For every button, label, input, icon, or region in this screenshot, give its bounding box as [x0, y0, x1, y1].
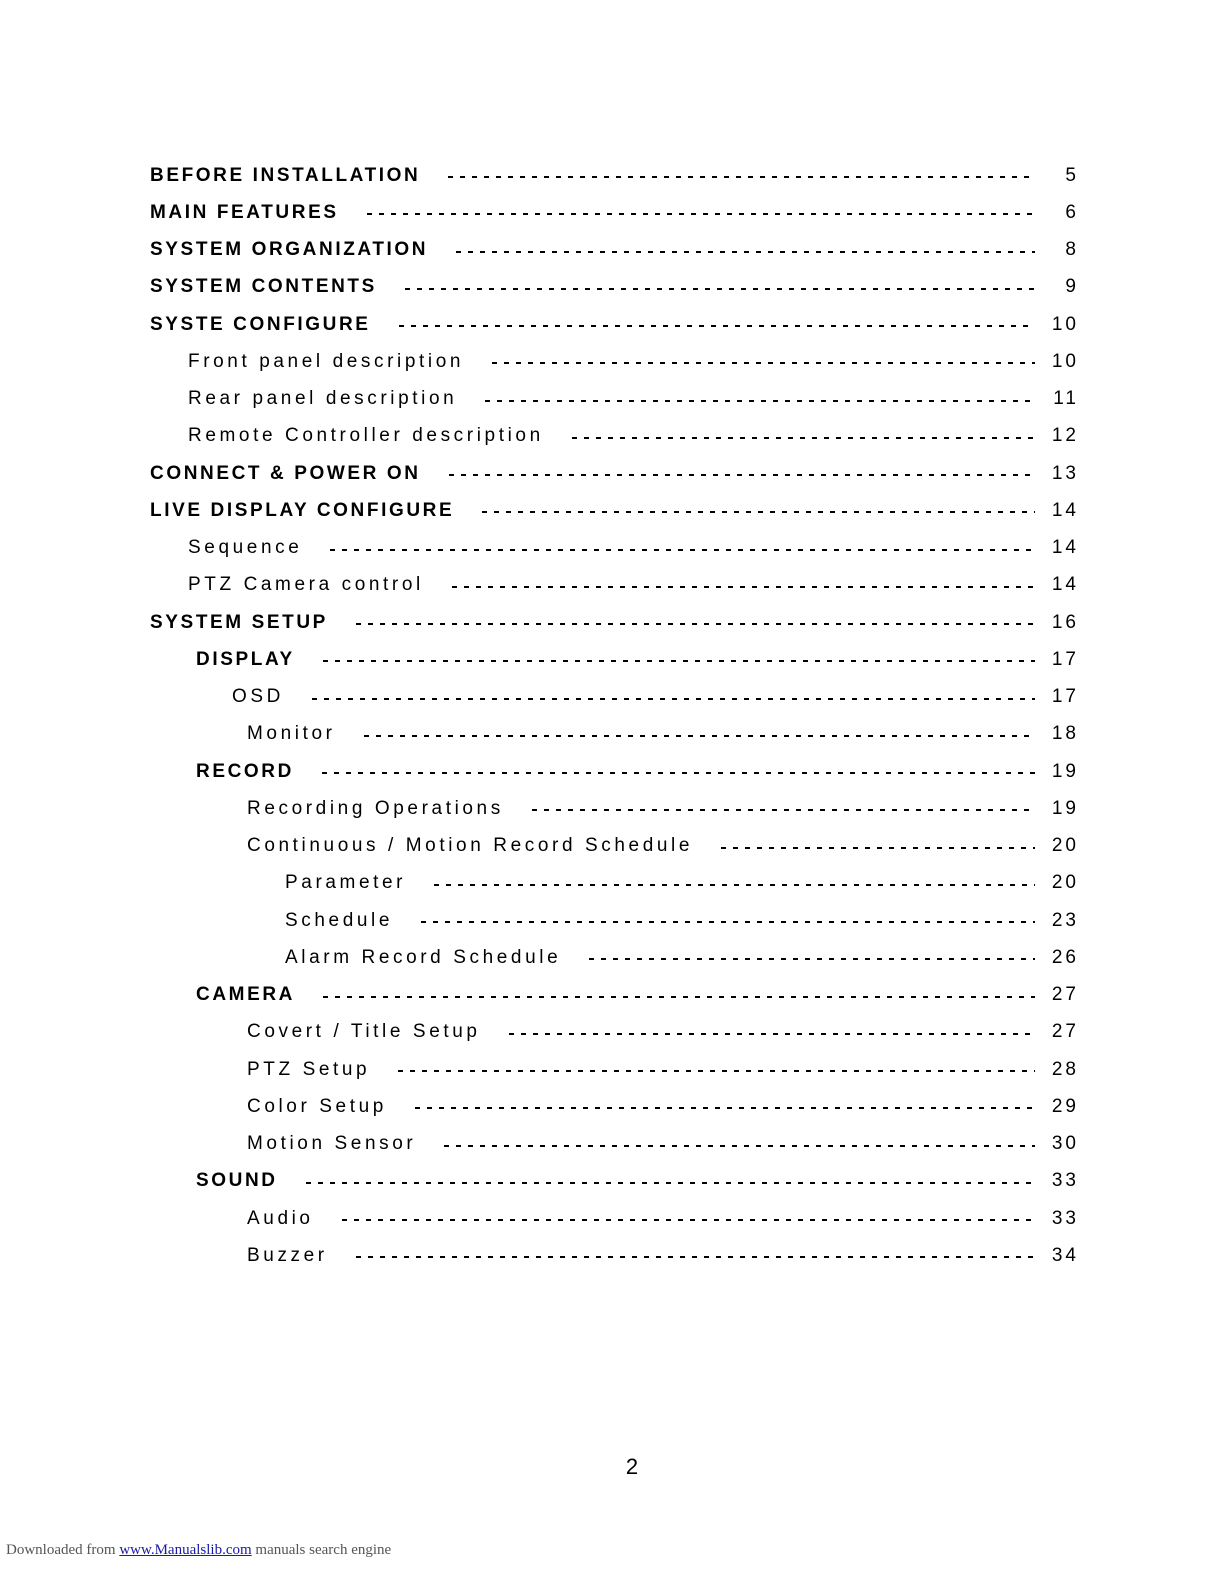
- toc-dot-leader: [399, 325, 1035, 327]
- toc-entry-page: 20: [1051, 872, 1079, 894]
- toc-entry[interactable]: [150, 977, 1079, 1014]
- toc-entry-label: MAIN FEATURES: [150, 201, 339, 223]
- toc-entry-page: 26: [1051, 946, 1079, 968]
- toc-dot-leader: [323, 996, 1035, 998]
- toc-dot-leader: [330, 549, 1035, 551]
- toc-entry-page: 18: [1051, 723, 1079, 745]
- toc-entry-label: RECORD: [196, 760, 294, 782]
- toc-entry-label: Audio: [247, 1207, 314, 1229]
- toc-dot-leader: [532, 809, 1035, 811]
- toc-dot-leader: [589, 958, 1035, 960]
- toc-entry-page: 12: [1051, 425, 1079, 447]
- toc-entry[interactable]: [150, 232, 1079, 269]
- toc-entry[interactable]: [150, 716, 1079, 753]
- toc-entry[interactable]: [150, 1051, 1079, 1088]
- toc-entry-page: 10: [1051, 313, 1079, 335]
- toc-entry-label: Rear panel description: [188, 388, 458, 410]
- toc-entry[interactable]: [150, 306, 1079, 343]
- toc-dot-leader: [312, 698, 1035, 700]
- table-of-contents: [150, 157, 1079, 1275]
- toc-entry[interactable]: [150, 1163, 1079, 1200]
- toc-entry-page: 27: [1051, 1021, 1079, 1043]
- toc-entry-label: Continuous / Motion Record Schedule: [247, 835, 694, 857]
- toc-entry-page: 9: [1065, 276, 1079, 298]
- toc-dot-leader: [306, 1182, 1035, 1184]
- toc-entry-page: 14: [1051, 499, 1079, 521]
- toc-dot-leader: [405, 288, 1035, 290]
- toc-dot-leader: [509, 1033, 1035, 1035]
- toc-entry-page: 17: [1051, 686, 1079, 708]
- toc-entry[interactable]: [150, 269, 1079, 306]
- toc-entry[interactable]: [150, 1088, 1079, 1125]
- toc-entry[interactable]: [150, 381, 1079, 418]
- toc-entry[interactable]: [150, 902, 1079, 939]
- toc-dot-leader: [452, 586, 1035, 588]
- toc-entry[interactable]: [150, 194, 1079, 231]
- toc-entry[interactable]: [150, 1014, 1079, 1051]
- toc-dot-leader: [323, 660, 1035, 662]
- toc-entry[interactable]: [150, 641, 1079, 678]
- toc-dot-leader: [482, 511, 1035, 513]
- toc-entry-page: 30: [1051, 1133, 1079, 1155]
- toc-entry-label: SYSTE CONFIGURE: [150, 313, 371, 335]
- toc-entry-page: 28: [1051, 1058, 1079, 1080]
- toc-entry-label: CAMERA: [196, 984, 295, 1006]
- toc-dot-leader: [356, 623, 1035, 625]
- toc-entry[interactable]: [150, 1200, 1079, 1237]
- toc-entry-page: 33: [1051, 1207, 1079, 1229]
- toc-entry[interactable]: [150, 753, 1079, 790]
- toc-entry-page: 10: [1051, 350, 1079, 372]
- toc-entry[interactable]: [150, 828, 1079, 865]
- footer-prefix: Downloaded from: [6, 1542, 116, 1558]
- toc-dot-leader: [456, 251, 1035, 253]
- toc-dot-leader: [415, 1107, 1035, 1109]
- toc-entry-label: OSD: [232, 686, 284, 708]
- page-number: 2: [625, 1454, 639, 1479]
- toc-entry-page: 20: [1051, 835, 1079, 857]
- toc-entry-page: 17: [1051, 648, 1079, 670]
- toc-entry-page: 8: [1065, 239, 1079, 261]
- toc-dot-leader: [449, 474, 1035, 476]
- toc-entry-page: 14: [1051, 537, 1079, 559]
- toc-entry[interactable]: [150, 157, 1079, 194]
- toc-entry[interactable]: [150, 1237, 1079, 1274]
- toc-dot-leader: [342, 1219, 1035, 1221]
- toc-entry-label: PTZ Setup: [247, 1058, 371, 1080]
- toc-entry-label: Front panel description: [188, 350, 465, 372]
- toc-entry[interactable]: [150, 865, 1079, 902]
- toc-entry[interactable]: [150, 567, 1079, 604]
- toc-entry-label: SOUND: [196, 1170, 278, 1192]
- toc-entry-page: 19: [1051, 797, 1079, 819]
- toc-entry[interactable]: [150, 418, 1079, 455]
- toc-dot-leader: [322, 772, 1035, 774]
- toc-entry[interactable]: [150, 343, 1079, 380]
- toc-dot-leader: [434, 884, 1035, 886]
- toc-dot-leader: [356, 1256, 1035, 1258]
- toc-dot-leader: [721, 847, 1035, 849]
- toc-dot-leader: [572, 437, 1035, 439]
- toc-dot-leader: [492, 362, 1035, 364]
- toc-entry-page: 29: [1051, 1095, 1079, 1117]
- toc-entry-label: LIVE DISPLAY CONFIGURE: [150, 499, 455, 521]
- toc-entry[interactable]: [150, 530, 1079, 567]
- toc-entry-page: 33: [1051, 1170, 1079, 1192]
- toc-entry-page: 27: [1051, 984, 1079, 1006]
- toc-entry-label: Recording Operations: [247, 797, 504, 819]
- toc-entry-label: SYSTEM SETUP: [150, 611, 328, 633]
- toc-entry-label: CONNECT & POWER ON: [150, 462, 421, 484]
- toc-entry-page: 13: [1051, 462, 1079, 484]
- download-footer: [6, 1542, 391, 1559]
- toc-dot-leader: [444, 1145, 1035, 1147]
- toc-entry[interactable]: [150, 604, 1079, 641]
- toc-dot-leader: [367, 213, 1035, 215]
- toc-dot-leader: [448, 176, 1035, 178]
- footer-suffix: manuals search engine: [255, 1542, 392, 1558]
- toc-entry[interactable]: [150, 455, 1079, 492]
- toc-entry-label: Parameter: [285, 872, 407, 894]
- toc-entry-label: DISPLAY: [196, 648, 295, 670]
- toc-entry-page: 34: [1051, 1244, 1079, 1266]
- toc-entry-page: 5: [1065, 164, 1079, 186]
- toc-entry-label: Remote Controller description: [188, 425, 544, 447]
- toc-entry-label: BEFORE INSTALLATION: [150, 164, 421, 186]
- toc-entry-page: 6: [1065, 201, 1079, 223]
- toc-entry-page: 16: [1051, 611, 1079, 633]
- toc-entry-label: SYSTEM ORGANIZATION: [150, 239, 429, 261]
- toc-entry-page: 14: [1051, 574, 1079, 596]
- toc-entry-label: Monitor: [247, 723, 336, 745]
- toc-entry[interactable]: [150, 939, 1079, 976]
- toc-entry-label: Motion Sensor: [247, 1133, 417, 1155]
- toc-entry-page: 23: [1051, 909, 1079, 931]
- toc-entry-label: SYSTEM CONTENTS: [150, 276, 377, 298]
- toc-dot-leader: [364, 735, 1035, 737]
- toc-entry-label: Sequence: [188, 537, 303, 559]
- toc-entry[interactable]: [150, 492, 1079, 529]
- toc-entry-label: Alarm Record Schedule: [285, 946, 562, 968]
- toc-dot-leader: [421, 921, 1035, 923]
- toc-entry[interactable]: [150, 679, 1079, 716]
- toc-entry-page: 19: [1051, 760, 1079, 782]
- toc-entry-label: PTZ Camera control: [188, 574, 424, 596]
- toc-entry-label: Buzzer: [247, 1244, 328, 1266]
- toc-entry-label: Covert / Title Setup: [247, 1021, 481, 1043]
- toc-entry-label: Color Setup: [247, 1095, 387, 1117]
- toc-dot-leader: [398, 1070, 1035, 1072]
- manualslib-link[interactable]: www.Manualslib.com: [119, 1542, 252, 1558]
- toc-entry-label: Schedule: [285, 909, 394, 931]
- toc-entry[interactable]: [150, 1126, 1079, 1163]
- toc-dot-leader: [485, 400, 1035, 402]
- toc-entry-page: 11: [1053, 388, 1079, 410]
- toc-entry[interactable]: [150, 790, 1079, 827]
